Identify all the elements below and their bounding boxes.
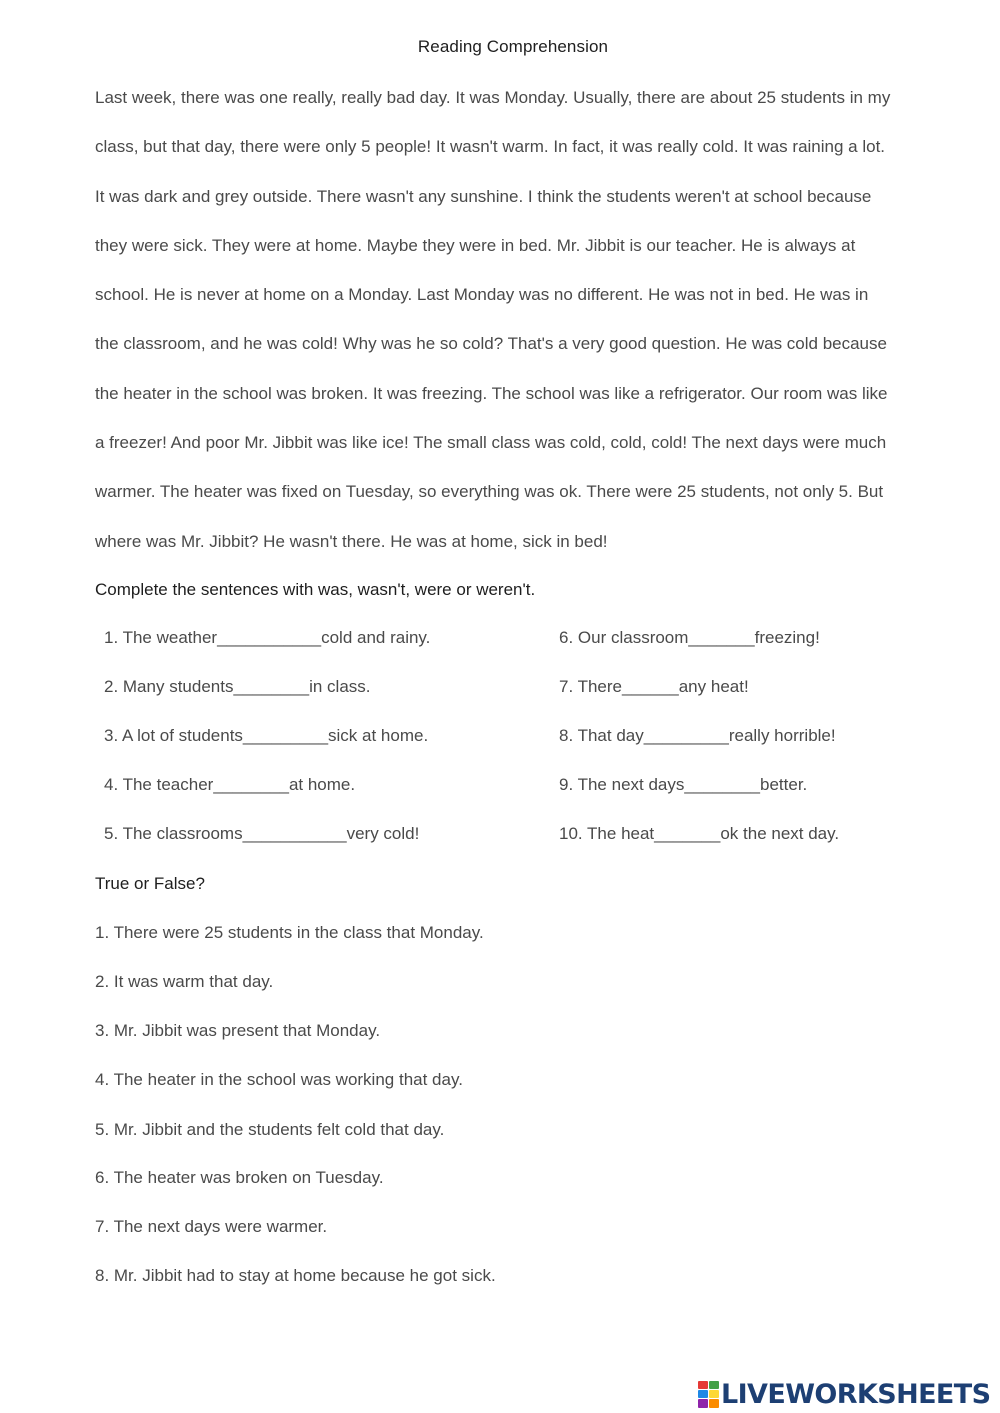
true-false-item-6: 6. The heater was broken on Tuesday. [95, 1168, 384, 1187]
passage-line: the heater in the school was broken. It was freezing. The school was like a refrigerator. Our room was like [95, 383, 888, 403]
logo-block [709, 1399, 719, 1408]
true-false-item-5: 5. Mr. Jibbit and the students felt cold that day. [95, 1120, 445, 1139]
fill-blank-item-10: 10. The heat_______ok the next day. [559, 824, 840, 843]
passage-line: Last week, there was one really, really bad day. It was Monday. Usually, there are about 25 students in my [95, 88, 891, 107]
true-false-item-7: 7. The next days were warmer. [95, 1217, 328, 1236]
liveworksheets-mark-icon [697, 1380, 719, 1408]
true-false-item-2: 2. It was warm that day. [95, 972, 274, 991]
passage-line: the classroom, and he was cold! Why was he so cold? That's a very good question. He was cold because [95, 334, 887, 354]
true-false-item-1: 1. There were 25 students in the class that Monday. [95, 923, 484, 942]
fill-blank-item-6: 6. Our classroom_______freezing! [559, 628, 820, 647]
logo-block [709, 1390, 719, 1398]
true-false-item-3: 3. Mr. Jibbit was present that Monday. [95, 1021, 381, 1040]
liveworksheets-logo[interactable] [697, 1377, 990, 1411]
passage-line: a freezer! And poor Mr. Jibbit was like ice! The small class was cold, cold, cold! The next days were much [95, 433, 887, 453]
fill-blank-item-1: 1. The weather___________cold and rainy. [104, 628, 431, 647]
liveworksheets-wordmark: LIVEWORKSHEETS [721, 1378, 991, 1410]
logo-block [698, 1381, 708, 1389]
logo-block [698, 1390, 708, 1398]
fill-blank-item-3: 3. A lot of students_________sick at home. [104, 726, 429, 745]
fill-blank-item-9: 9. The next days________better. [559, 775, 808, 794]
logo-block [698, 1399, 708, 1408]
passage-line: It was dark and grey outside. There wasn't any sunshine. I think the students weren't at school because [95, 186, 872, 206]
logo-block [709, 1381, 719, 1389]
passage-line: school. He is never at home on a Monday. Last Monday was no different. He was not in bed. He was in [95, 285, 869, 305]
passage-line: class, but that day, there were only 5 people! It wasn't warm. In fact, it was really cold. It was raining a lot. [95, 137, 886, 157]
complete-sentences-heading: Complete the sentences with was, wasn't, were or weren't. [95, 580, 536, 599]
page-title: Reading Comprehension [417, 37, 609, 56]
fill-blank-item-4: 4. The teacher________at home. [104, 775, 356, 794]
fill-blank-item-8: 8. That day_________really horrible! [559, 726, 836, 745]
true-false-heading: True or False? [95, 874, 205, 893]
passage-line: warmer. The heater was fixed on Tuesday, so everything was ok. There were 25 students, not only 5. But [95, 482, 884, 502]
true-false-item-8: 8. Mr. Jibbit had to stay at home because he got sick. [95, 1266, 496, 1285]
true-false-item-4: 4. The heater in the school was working that day. [95, 1070, 463, 1089]
passage-line: where was Mr. Jibbit? He wasn't there. He was at home, sick in bed! [95, 531, 608, 551]
passage-line: they were sick. They were at home. Maybe they were in bed. Mr. Jibbit is our teacher. He is always at [95, 235, 856, 255]
fill-blank-item-7: 7. There______any heat! [559, 677, 749, 696]
reading-passage [95, 84, 965, 577]
fill-blank-item-2: 2. Many students________in class. [104, 677, 371, 696]
fill-blank-item-5: 5. The classrooms___________very cold! [104, 824, 420, 843]
